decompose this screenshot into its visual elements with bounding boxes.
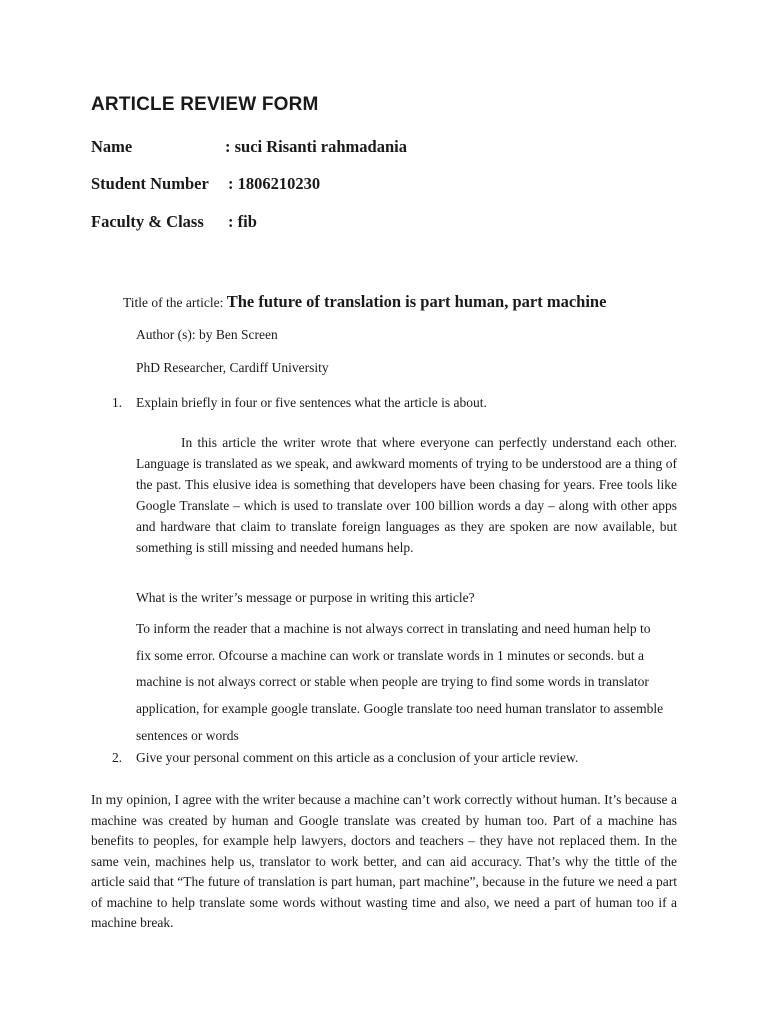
question-2-number: 2. [112, 750, 123, 765]
article-affiliation: PhD Researcher, Cardiff University [136, 360, 329, 375]
question-2 [112, 750, 578, 766]
student-number-label: Student Number [91, 174, 209, 193]
question-1 [112, 395, 487, 411]
name-value: : suci Risanti rahmadania [225, 137, 407, 156]
question-1-text: Explain briefly in four or five sentences what the article is about. [136, 395, 487, 410]
question-2-answer: In my opinion, I agree with the writer because a machine can’t work correctly without human. It’s because a machine was created by human and Google translate was created by human too. Part of a machine has benefits to peoples, for example help lawyers, doctors and teachers – they have not replaced them. In the same vein, machines help us, translator to work better, and can aid accuracy. That’s why the tittle of the article said that “The future of translation is part human, part machine”, because in the future we need a part of machine to help translate some words without wasting time and also, we need a part of human too if a machine break. [91, 792, 677, 930]
question-1-number: 1. [112, 395, 123, 410]
question-1-answer: In this article the writer wrote that where everyone can perfectly understand each other. Language is translated as we speak, and awkward moments of trying to be understood are a thing of the past. This elusive idea is something that developers have been chasing for years. Free tools like Google Translate – which is used to translate over 100 billion words a day – along with other apps and hardware that claim to translate foreign languages as they are spoken are now available, but something is still missing and needed humans help. [136, 435, 677, 555]
question-2-text: Give your personal comment on this article as a conclusion of your article review. [136, 750, 579, 765]
sub-question-text: What is the writer’s message or purpose in writing this article? [136, 590, 475, 605]
sub-question-answer: To inform the reader that a machine is not always correct in translating and need human help to fix some error. Ofcourse a machine can work or translate words in 1 minutes or seconds. but a machine is not always correct or stable when people are trying to find some words in translator application, for example google translate. Google translate too need human translator to assemble sentences or words [136, 621, 664, 743]
article-title-label: Title of the article: [123, 295, 227, 310]
article-title-line [123, 292, 606, 312]
faculty-class-value: : fib [228, 212, 257, 231]
article-author: Author (s): by Ben Screen [136, 327, 278, 342]
name-label: Name [91, 137, 133, 156]
article-title: The future of translation is part human, part machine [226, 292, 607, 311]
form-title: ARTICLE REVIEW FORM [91, 94, 319, 115]
student-number-value: : 1806210230 [228, 174, 321, 193]
faculty-class-label: Faculty & Class [91, 212, 204, 231]
